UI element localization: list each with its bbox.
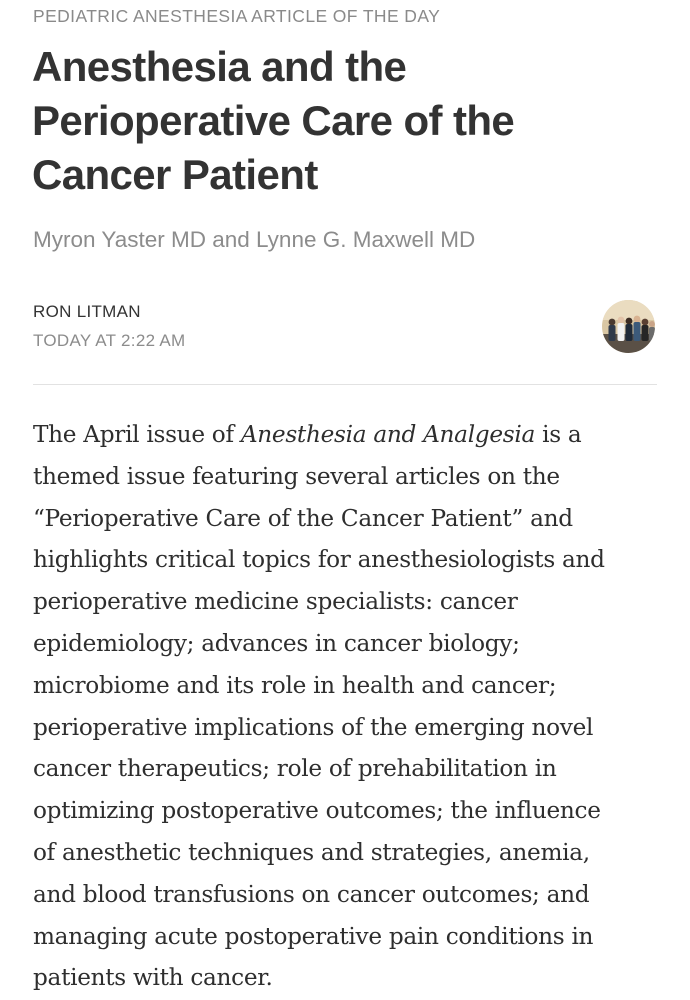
body-line: managing acute postoperative pain conditions in [33,922,594,950]
body-line: and blood transfusions on cancer outcomes; and [33,880,590,908]
body-line [33,414,663,456]
article-body [33,414,663,999]
body-intro: The April issue of [33,421,241,448]
title-line: Anesthesia and the [32,43,407,90]
body-line: perioperative implications of the emerging novel [33,713,594,741]
body-line: of anesthetic techniques and strategies, anemia, [33,838,590,866]
title-line: Cancer Patient [32,151,318,198]
article-subtitle: Myron Yaster MD and Lynne G. Maxwell MD [33,227,476,252]
author-name[interactable]: RON LITMAN [33,302,141,321]
title-line: Perioperative Care of the [32,97,515,144]
body-line: cancer therapeutics; role of prehabilitation in [33,755,557,783]
body-line: microbiome and its role in health and cancer; [33,671,557,699]
body-line: optimizing postoperative outcomes; the influence [33,797,601,825]
body-line: “Perioperative Care of the Cancer Patient” and [33,504,573,532]
article-kicker: PEDIATRIC ANESTHESIA ARTICLE OF THE DAY [33,6,441,26]
body-line: highlights critical topics for anesthesiologists and [33,546,605,574]
author-avatar[interactable] [602,300,655,353]
article-title [32,40,652,202]
body-intro-end: is a [535,421,582,448]
body-line: epidemiology; advances in cancer biology; [33,629,520,657]
body-line: patients with cancer. [33,964,273,992]
body-line: perioperative medicine specialists: cancer [33,588,518,616]
body-line: themed issue featuring several articles on the [33,462,560,490]
author-photo-icon [602,300,655,353]
header-divider [33,384,657,385]
journal-name: Anesthesia and Analgesia [240,421,536,448]
publish-timestamp: TODAY AT 2:22 AM [33,331,186,350]
